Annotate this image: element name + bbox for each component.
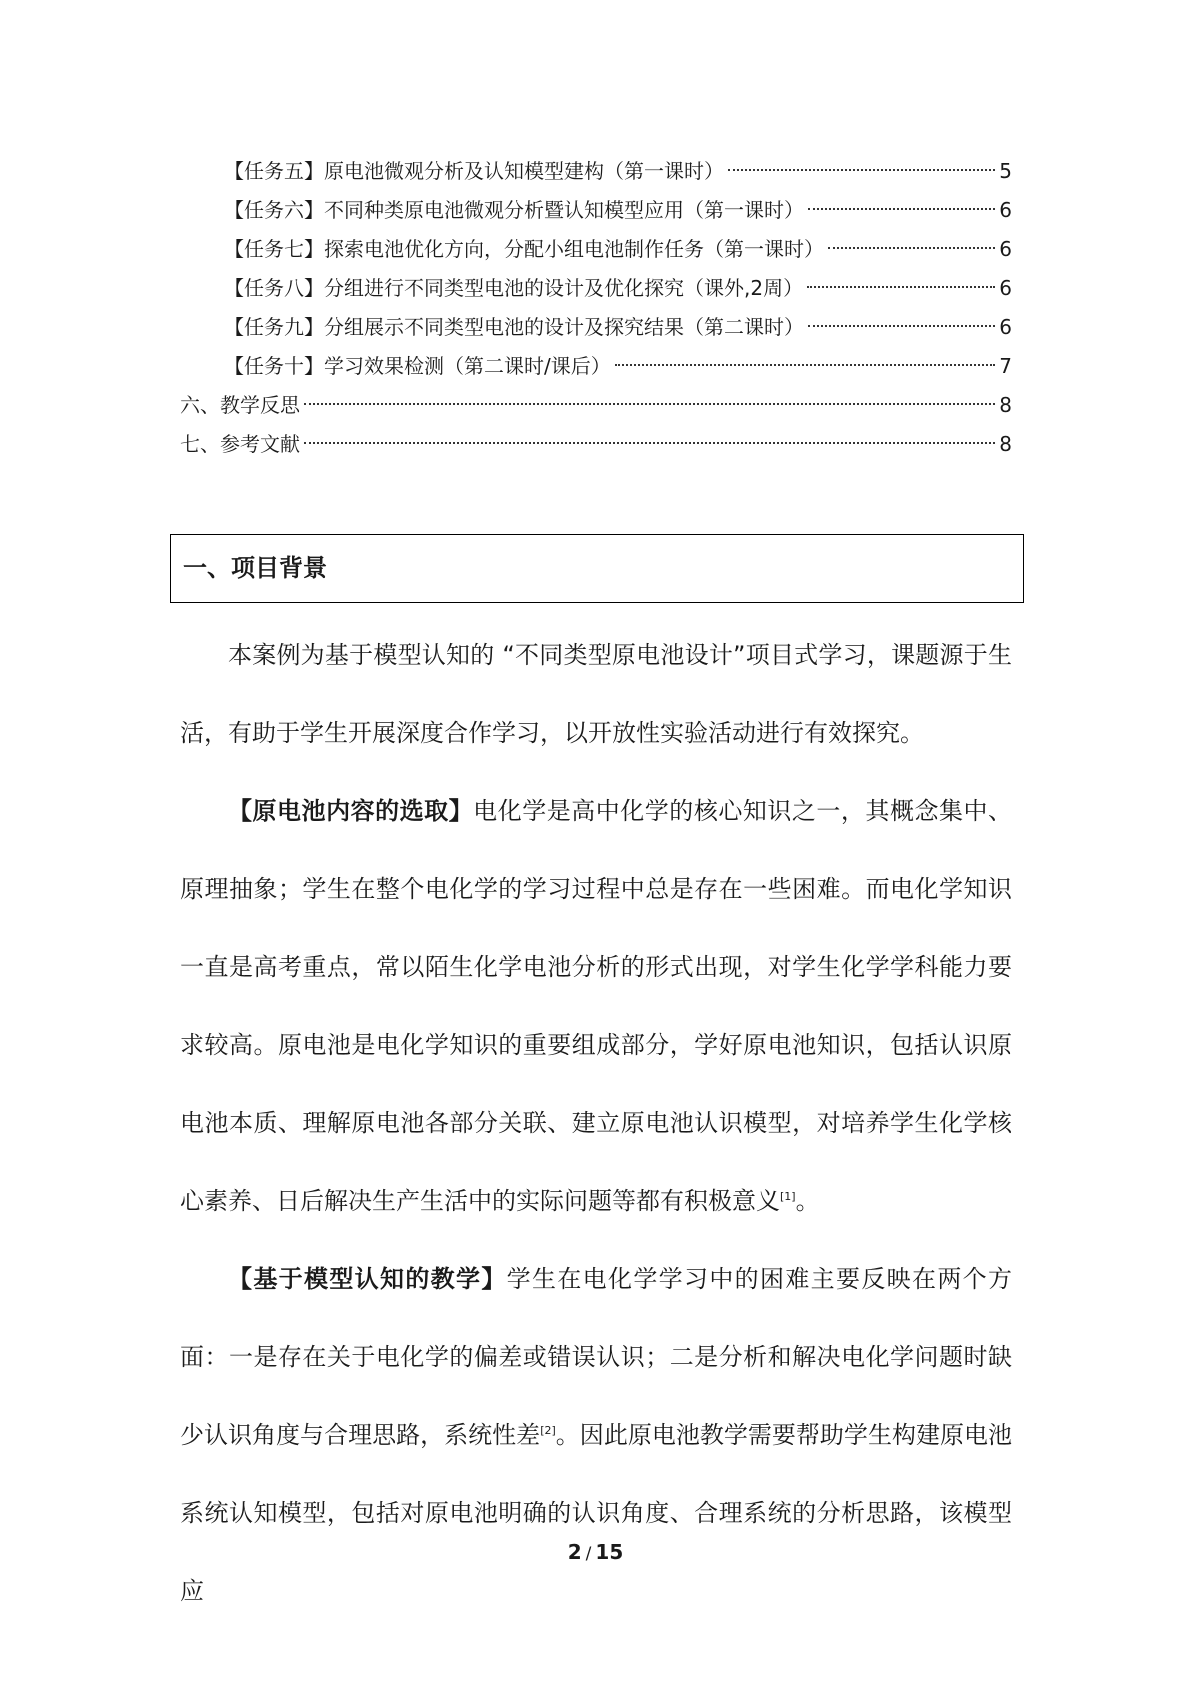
toc-entry-task-5[interactable] bbox=[180, 152, 1012, 191]
paragraph-intro bbox=[180, 616, 1012, 772]
toc-entry-page: 8 bbox=[999, 432, 1012, 456]
toc-entry-title: 【任务五】原电池微观分析及认知模型建构（第一课时） bbox=[224, 159, 724, 183]
toc-entry-page: 7 bbox=[999, 354, 1012, 378]
toc-entry-title: 【任务六】不同种类原电池微观分析暨认知模型应用（第一课时） bbox=[224, 198, 804, 222]
toc-dot-leader bbox=[808, 208, 995, 210]
toc-entry-task-9[interactable] bbox=[180, 308, 1012, 347]
paragraph-text-end: 。 bbox=[795, 1187, 820, 1215]
toc-dot-leader bbox=[304, 403, 995, 405]
toc-entry-page: 5 bbox=[999, 159, 1012, 183]
toc-entry-task-7[interactable] bbox=[180, 230, 1012, 269]
toc-entry-task-10[interactable] bbox=[180, 347, 1012, 386]
current-page: 2 bbox=[567, 1540, 582, 1564]
toc-entry-title: 【任务七】探索电池优化方向，分配小组电池制作任务（第一课时） bbox=[224, 237, 824, 261]
paragraph-label: 【原电池内容的选取】 bbox=[228, 797, 474, 825]
toc-entry-title: 【任务八】分组进行不同类型电池的设计及优化探究（课外,2周） bbox=[224, 276, 804, 300]
toc-dot-leader bbox=[828, 247, 995, 249]
toc-entry-page: 6 bbox=[999, 198, 1012, 222]
toc-entry-title: 六、教学反思 bbox=[180, 393, 300, 417]
toc-entry-page: 8 bbox=[999, 393, 1012, 417]
table-of-contents bbox=[180, 152, 1012, 464]
toc-entry-page: 6 bbox=[999, 276, 1012, 300]
citation-ref[interactable]: [1] bbox=[780, 1190, 796, 1203]
page-separator: / bbox=[585, 1544, 592, 1564]
paragraph-content-selection bbox=[180, 772, 1012, 1240]
toc-entry-task-8[interactable] bbox=[180, 269, 1012, 308]
toc-dot-leader bbox=[807, 286, 995, 288]
toc-dot-leader bbox=[304, 442, 995, 444]
toc-dot-leader bbox=[808, 325, 995, 327]
paragraph-text: 电化学是高中化学的核心知识之一，其概念集中、原理抽象；学生在整个电化学的学习过程中总是存在一些困难。而电化学知识一直是高考重点，常以陌生化学电池分析的形式出现，对学生化学学科能力要求较高。原电池是电化学知识的重要组成部分，学好原电池知识，包括认识原电池本质、理解原电池各部分关联、建立原电池认识模型，对培养学生化学核心素养、日后解决生产生活中的实际问题等都有积极意义 bbox=[180, 797, 1013, 1215]
toc-entry-page: 6 bbox=[999, 315, 1012, 339]
paragraph-model-teaching bbox=[180, 1240, 1012, 1630]
toc-entry-section-6[interactable] bbox=[180, 386, 1012, 425]
toc-entry-title: 七、参考文献 bbox=[180, 432, 300, 456]
toc-entry-task-6[interactable] bbox=[180, 191, 1012, 230]
section-heading-box bbox=[170, 534, 1024, 603]
toc-entry-page: 6 bbox=[999, 237, 1012, 261]
total-pages: 15 bbox=[595, 1540, 624, 1564]
paragraph-text: 本案例为基于模型认知的 “不同类型原电池设计”项目式学习，课题源于生活，有助于学生开展深度合作学习，以开放性实验活动进行有效探究。 bbox=[180, 641, 1012, 747]
toc-dot-leader bbox=[615, 364, 996, 366]
body-text bbox=[180, 616, 1012, 1630]
paragraph-text: 学生在电化学学习中的困难主要反映在两个方面：一是存在关于电化学的偏差或错误认识；二是分析和解决电化学问题时缺少认识角度与合理思路，系统性差 bbox=[180, 1265, 1013, 1449]
paragraph-text-end: 。因此原电池教学需要帮助学生构建原电池系统认知模型，包括对原电池明确的认识角度、合理系统的分析思路，该模型应 bbox=[180, 1421, 1013, 1605]
toc-dot-leader bbox=[728, 169, 995, 171]
citation-ref[interactable]: [2] bbox=[540, 1424, 556, 1437]
section-heading: 一、项目背景 bbox=[183, 554, 327, 582]
toc-entry-section-7[interactable] bbox=[180, 425, 1012, 464]
toc-entry-title: 【任务十】学习效果检测（第二课时/课后） bbox=[224, 354, 611, 378]
paragraph-label: 【基于模型认知的教学】 bbox=[228, 1265, 507, 1293]
page-number bbox=[0, 1540, 1191, 1564]
toc-entry-title: 【任务九】分组展示不同类型电池的设计及探究结果（第二课时） bbox=[224, 315, 804, 339]
